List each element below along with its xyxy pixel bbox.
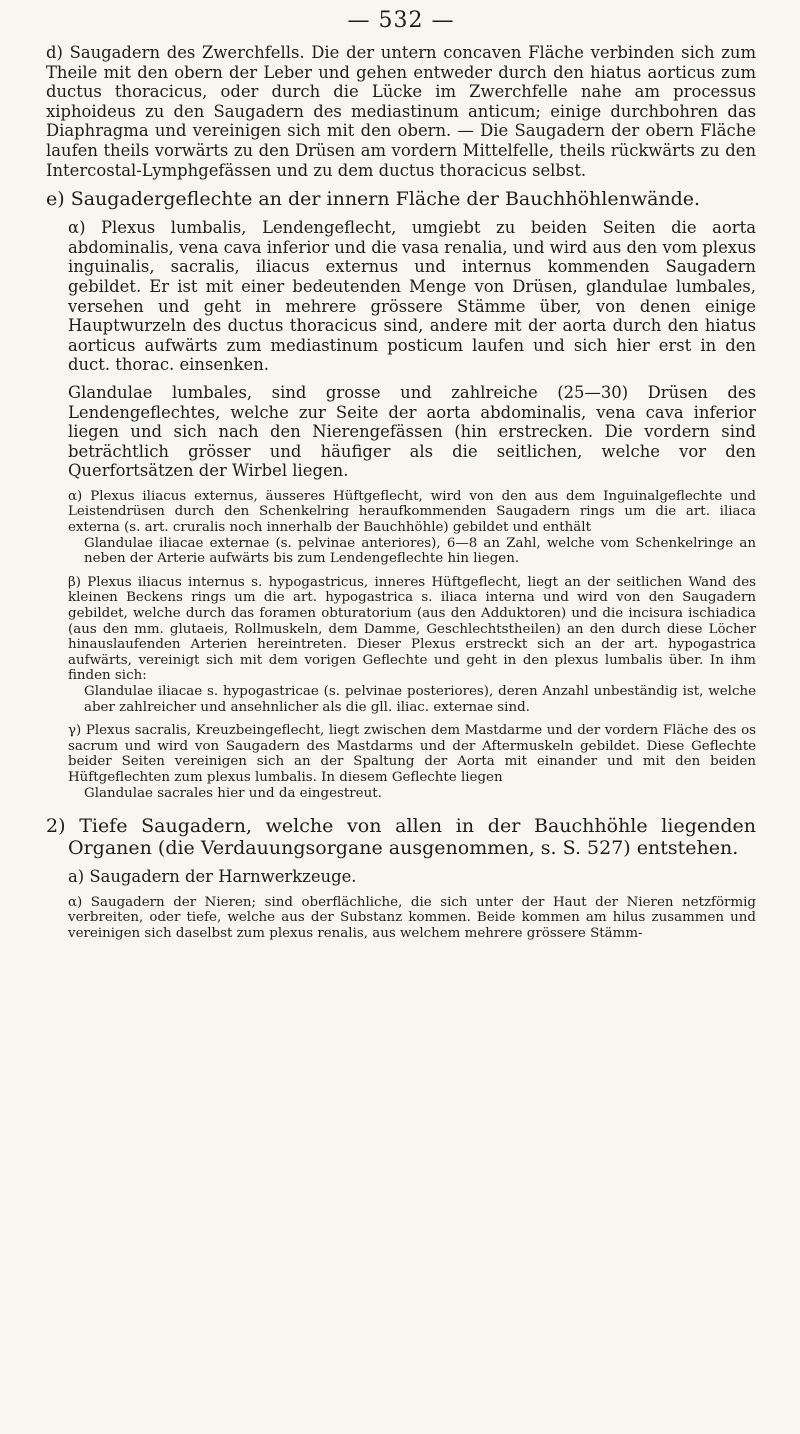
note-glandulae-iliacae-hypogastricae: Glandulae iliacae s. hypogastricae (s. pelvinae posteriores), deren Anzahl unbeständig ist, welche aber zahlreicher und ansehnlicher als die gll. iliac. externae sind. [84,684,756,715]
paragraph-glandulae-lumbales: Glandulae lumbales, sind grosse und zahlreiche (25—30) Drüsen des Lendengeflechtes, welche zur Seite der aorta abdominalis, vena cava inferior liegen und sich nach den Nierengefässen (hin erstrecken. Die vordern sind beträchtlich grösser und häufiger als die seitlichen, welche vor den Querfortsätzen der Wirbel liegen. [68,382,756,481]
note-plexus-iliacus-externus: α) Plexus iliacus externus, äusseres Hüftgeflecht, wird von den aus dem Inguinalgeflechte und Leistendrüsen durch den Schenkelring heraufkommenden Saugadern rings um die art. iliaca externa (s. art. cruralis noch innerhalb der Bauchhöhle) gebildet und enthält [68,488,756,536]
note-saugadern-der-nieren: α) Saugadern der Nieren; sind oberflächliche, die sich unter der Haut der Nieren netzförmig verbreiten, oder tiefe, welche aus der Substanz kommen. Beide kommen am hilus zusammen und vereinigen sich daselbst zum plexus renalis, aus welchem mehrere grössere Stämm- [68,894,756,941]
note-glandulae-sacrales: Glandulae sacrales hier und da eingestreut. [84,785,382,801]
page-number: — 532 — [347,8,455,33]
heading-a-harnwerkzeuge: a) Saugadern der Harnwerkzeuge. [68,867,357,887]
paragraph-alpha-plexus-lumbalis: α) Plexus lumbalis, Lendengeflecht, umgiebt zu beiden Seiten die aorta abdominalis, vena cava inferior und die vasa renalia, und wird aus den vom plexus inguinalis, sacralis, iliacus externus und internus kommenden Saugadern gebildet. Er ist mit einer bedeutenden Menge von Drüsen, glandulae lumbales, versehen und geht in mehrere grössere Stämme über, von denen einige Hauptwurzeln des ductus thoracicus sind, andere mit der aorta durch den hiatus aorticus aufwärts zum mediastinum posticum laufen und sich hier erst in den duct. thorac. einsenken. [68,218,756,375]
paragraph-d-zwerchfell: d) Saugadern des Zwerchfells. Die der untern concaven Fläche verbinden sich zum Theile mit den obern der Leber und gehen entweder durch den hiatus aorticus zum ductus thoracicus, oder durch die Lücke im Zwerchfelle nahe am processus xiphoideus zu den Saugadern des mediastinum anticum; einige durchbohren das Diaphragma und vereinigen sich mit den obern. — Die Saugadern der obern Fläche laufen theils vorwärts zu den Drüsen am vordern Mittelfelle, theils rückwärts zu den Intercostal-Lymphgefässen und zu dem ductus thoracicus selbst. [46,43,756,180]
note-plexus-sacralis: γ) Plexus sacralis, Kreuzbeingeflecht, liegt zwischen dem Mastdarme und der vordern Fläche des os sacrum und wird von Saugadern des Mastdarms und der Aftermuskeln gebildet. Diese Geflechte beider Seiten vereinigen sich an der Spaltung der Aorta mit einander und mit den beiden Hüftgeflechten zum plexus lumbalis. In diesem Geflechte liegen [68,723,756,785]
heading-e-saugadergeflechte: e) Saugadergeflechte an der innern Fläche der Bauchhöhlenwände. [46,188,701,211]
note-plexus-iliacus-internus: β) Plexus iliacus internus s. hypogastricus, inneres Hüftgeflecht, liegt an der seitlichen Wand des kleinen Beckens rings um die art. hypogastrica s. iliaca interna und wird von den Saugadern gebildet, welche durch das foramen obturatorium (aus den Adduktoren) und die incisura ischiadica (aus den mm. glutaeis, Rollmuskeln, dem Damme, Geschlechtstheilen) an den durch diese Löcher hinauslaufenden Arterien hereintreten. Dieser Plexus erstreckt sich an der art. hypogastrica aufwärts, vereinigt sich mit dem vorigen Geflechte und geht in den plexus lumbalis über. In ihm finden sich: [68,574,756,684]
section-2-tiefe-saugadern: 2) Tiefe Saugadern, welche von allen in der Bauchhöhle liegenden Organen (die Verdauungsorgane ausgenommen, s. S. 527) entstehen. [46,815,756,860]
note-glandulae-iliacae-externae: Glandulae iliacae externae (s. pelvinae anteriores), 6—8 an Zahl, welche vom Schenkelringe an neben der Arterie aufwärts bis zum Lendengeflechte hin liegen. [84,535,756,567]
